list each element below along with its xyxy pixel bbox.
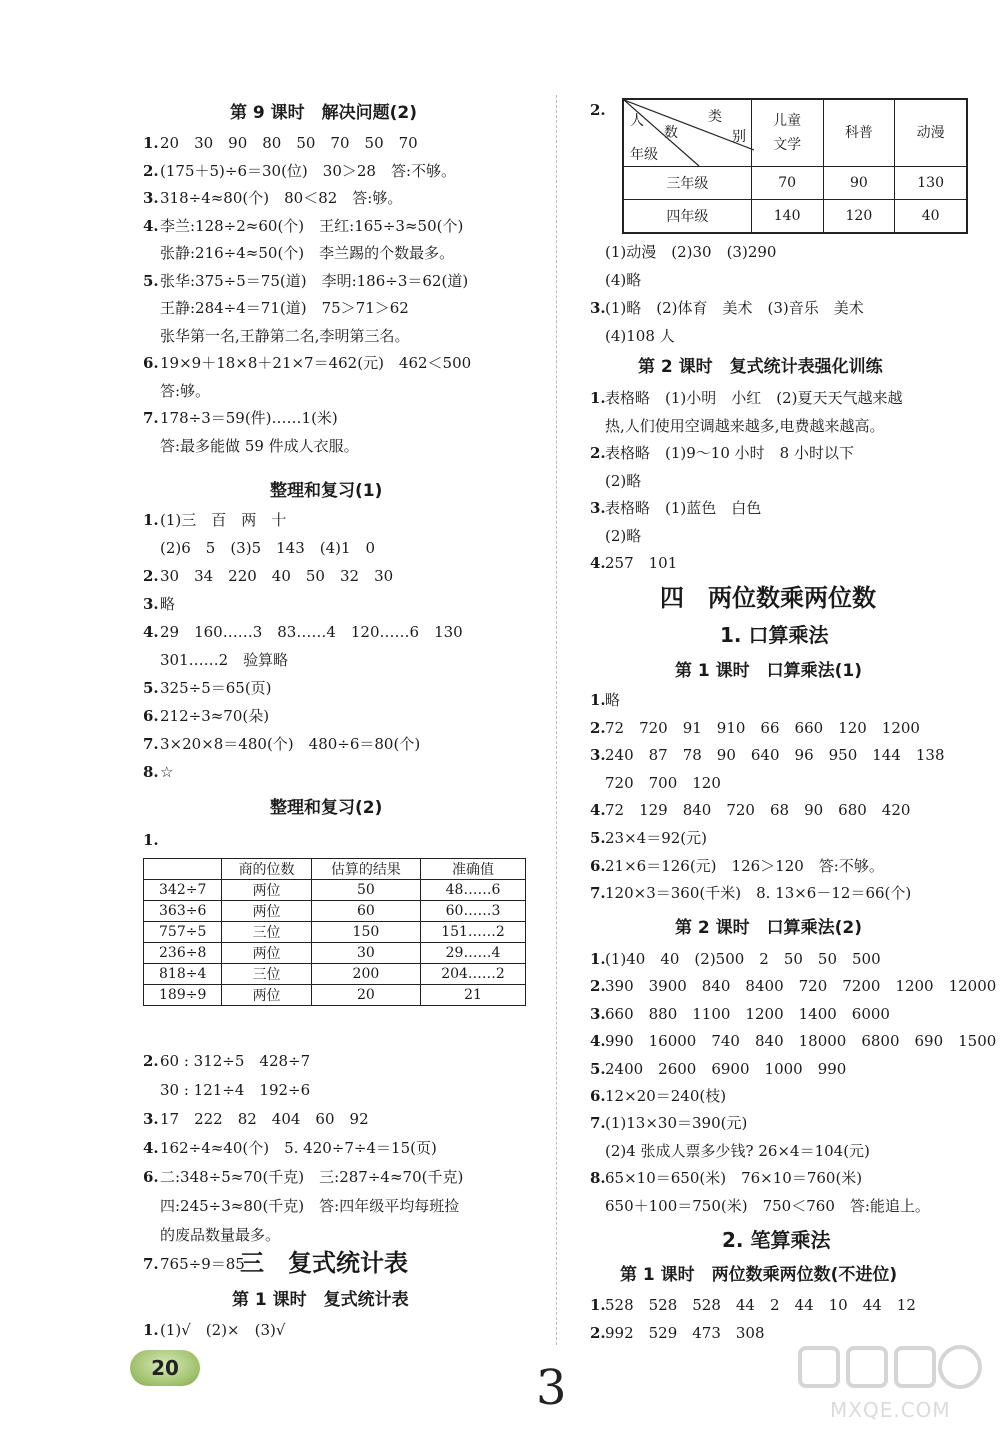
answer-line: (2)6 5 (3)5 143 (4)1 0: [160, 539, 376, 557]
answer-line: 17 222 82 404 60 92: [160, 1110, 369, 1128]
corner-label: 年级: [630, 147, 658, 163]
answer-line: 660 880 1100 1200 1400 6000: [605, 1004, 890, 1023]
answer-number: 1.: [143, 511, 159, 529]
answer-number: 2.: [590, 101, 606, 119]
answer-line: 12×20＝240(枝): [605, 1087, 727, 1105]
answer-line: 表格略 (1)蓝色 白色: [605, 499, 762, 517]
answer-number: 6.: [143, 707, 159, 725]
table-cell: 两位: [222, 901, 311, 922]
answer-number: 8.: [143, 763, 159, 781]
table-cell: 三位: [222, 964, 311, 985]
table-cell: 120: [823, 200, 895, 234]
answer-line: (4)108 人: [605, 327, 675, 345]
table-cell: 140: [751, 200, 823, 234]
answer-line: (2)略: [605, 526, 642, 545]
answer-line: 23×4＝92(元): [605, 829, 707, 847]
table-header-cell: 儿童 文学: [751, 99, 823, 167]
answer-line: 528 528 528 44 2 44 10 44 12: [605, 1296, 916, 1314]
table-cell: 189÷9: [144, 985, 222, 1006]
table-cell: 204……2: [421, 964, 526, 985]
answer-line: 390 3900 840 8400 720 7200 1200 12000: [605, 977, 997, 996]
answer-number: 7.: [143, 1255, 159, 1273]
table-row: [144, 901, 526, 922]
section-title: 第 2 课时 复式统计表强化训练: [638, 357, 883, 377]
corner-label: 别: [732, 129, 746, 145]
table-cell: 四年级: [623, 200, 751, 234]
answer-number: 3.: [143, 189, 159, 207]
answer-number: 3.: [143, 1110, 159, 1128]
page-number-badge: 20: [130, 1350, 200, 1386]
subunit-title: 2. 笔算乘法: [722, 1228, 831, 1252]
table-cell: 两位: [222, 880, 311, 901]
answer-line: 四:245÷3≈80(千克) 答:四年级平均每班捡: [160, 1197, 460, 1215]
table-cell: 两位: [222, 943, 311, 964]
answer-number: 3.: [590, 1004, 606, 1023]
table-row: [144, 943, 526, 964]
answer-line: 热,人们使用空调越来越多,电费越来越高。: [605, 416, 885, 435]
answer-number: 2.: [590, 977, 606, 996]
answer-line: (4)略: [605, 271, 642, 289]
corner-label: 人: [630, 113, 644, 129]
answer-number: 3.: [590, 746, 606, 765]
table-row: [623, 200, 967, 234]
table-cell: 60: [311, 901, 420, 922]
answer-number: 5.: [590, 1059, 606, 1078]
answer-line: (175＋5)÷6＝30(位) 30＞28 答:不够。: [160, 161, 457, 180]
table-cell: 757÷5: [144, 922, 222, 943]
section-title: 第 1 课时 口算乘法(1): [675, 661, 863, 681]
answer-line: 72 129 840 720 68 90 680 420: [605, 801, 911, 820]
table-header-cell: 动漫: [895, 99, 967, 167]
answer-line: (2)4 张成人票多少钱? 26×4＝104(元): [605, 1141, 870, 1160]
answer-number: 3.: [143, 595, 159, 613]
table-header-cell: 商的位数: [222, 859, 311, 880]
answer-line: 162÷4≈40(个) 5. 420÷7÷4＝15(页): [160, 1139, 437, 1157]
answer-number: 2.: [590, 444, 606, 462]
answer-line: 略: [605, 691, 621, 709]
answer-number: 5.: [143, 271, 159, 290]
section-title: 第 2 课时 口算乘法(2): [675, 918, 863, 938]
table-cell: 70: [751, 167, 823, 200]
answer-line: 720 700 120: [605, 773, 721, 792]
table-cell: 200: [311, 964, 420, 985]
table-header-cell: 估算的结果: [311, 859, 420, 880]
section-title: 整理和复习(1): [270, 481, 383, 501]
answer-number: 2.: [143, 161, 159, 180]
table-row: [623, 167, 967, 200]
answer-line: 19×9＋18×8＋21×7＝462(元) 462＜500: [160, 354, 472, 372]
answer-line: (1)动漫 (2)30 (3)290: [605, 243, 777, 261]
column-divider: [556, 95, 557, 1345]
answer-number: 2.: [590, 718, 606, 737]
answer-line: 张华:375÷5＝75(道) 李明:186÷3＝62(道): [160, 271, 469, 290]
answer-line: 3×20×8＝480(个) 480÷6＝80(个): [160, 735, 421, 753]
answer-line: (1)40 40 (2)500 2 50 50 500: [605, 950, 881, 968]
answer-line: 650＋100＝750(米) 750＜760 答:能追上。: [605, 1196, 930, 1215]
estimation-table: [143, 858, 526, 1006]
section-title: 第 1 课时 复式统计表: [232, 1290, 409, 1310]
answer-line: 120×3＝360(千米) 8. 13×6－12＝66(个): [605, 884, 912, 903]
answer-line: 二:348÷5≈70(千克) 三:287÷4≈70(千克): [160, 1168, 464, 1186]
subunit-title: 1. 口算乘法: [720, 623, 829, 647]
answer-line: 240 87 78 90 640 96 950 144 138: [605, 746, 945, 765]
answer-number: 4.: [590, 801, 606, 820]
answer-line: 765÷9＝85: [160, 1255, 245, 1273]
answer-line: 29 160……3 83……4 120……6 130: [160, 623, 463, 641]
table-cell: 818÷4: [144, 964, 222, 985]
watermark-icon: [790, 1340, 990, 1400]
answer-number: 4.: [143, 623, 159, 641]
answer-number: 7.: [590, 1114, 606, 1133]
table-header-cell: [144, 859, 222, 880]
answer-number: 1.: [590, 950, 606, 968]
answer-line: 答:最多能做 59 件成人衣服。: [160, 436, 359, 455]
answer-line: 60 : 312÷5 428÷7: [160, 1052, 311, 1070]
table-row: [144, 922, 526, 943]
answer-line: 的废品数量最多。: [160, 1226, 281, 1244]
answer-number: 5.: [143, 679, 159, 697]
table-cell: 29……4: [421, 943, 526, 964]
table-cell: 30: [311, 943, 420, 964]
answer-number: 2.: [143, 1052, 159, 1070]
table-cell: 40: [895, 200, 967, 234]
answer-number: 7.: [590, 884, 606, 903]
table-cell: 20: [311, 985, 420, 1006]
answer-line: 20 30 90 80 50 70 50 70: [160, 134, 418, 152]
answer-line: (1)13×30＝390(元): [605, 1114, 748, 1133]
answer-number: 4.: [143, 1139, 159, 1157]
answer-line: 21×6＝126(元) 126＞120 答:不够。: [605, 856, 884, 875]
table-cell: 363÷6: [144, 901, 222, 922]
watermark-logo: [790, 1340, 990, 1430]
table-row: [144, 880, 526, 901]
table-cell: 48……6: [421, 880, 526, 901]
answer-number: 6.: [143, 354, 159, 372]
table-cell: 150: [311, 922, 420, 943]
section-title: 第 1 课时 两位数乘两位数(不进位): [620, 1265, 898, 1285]
answer-line: 李兰:128÷2≈60(个) 王红:165÷3≈50(个): [160, 216, 464, 235]
table-cell: 151……2: [421, 922, 526, 943]
table-cell: 三位: [222, 922, 311, 943]
section-title: 第 9 课时 解决问题(2): [230, 103, 418, 123]
answer-line: 212÷3≈70(朵): [160, 707, 270, 725]
answer-line: ☆: [160, 763, 174, 781]
unit-title: 三 复式统计表: [240, 1249, 408, 1277]
answer-number: 2.: [590, 1323, 606, 1342]
answer-line: 表格略 (1)9～10 小时 8 小时以下: [605, 444, 854, 462]
answer-line: 72 720 91 910 66 660 120 1200: [605, 718, 920, 737]
answer-line: (1)略 (2)体育 美术 (3)音乐 美术: [605, 299, 864, 317]
table-cell: 236÷8: [144, 943, 222, 964]
table-cell: 21: [421, 985, 526, 1006]
answer-number: 8.: [590, 1169, 606, 1188]
answer-number: 3.: [590, 299, 606, 317]
answer-number: 4.: [590, 1032, 606, 1051]
table-cell: 130: [895, 167, 967, 200]
table-cell: 两位: [222, 985, 311, 1006]
table-header-cell: 准确值: [421, 859, 526, 880]
answer-line: 30 : 121÷4 192÷6: [160, 1081, 311, 1099]
answer-line: 257 101: [605, 554, 678, 572]
table-cell: 60……3: [421, 901, 526, 922]
answer-line: 表格略 (1)小明 小红 (2)夏天天气越来越: [605, 389, 903, 407]
answer-line: 2400 2600 6900 1000 990: [605, 1059, 847, 1078]
corner-label: 数: [664, 125, 678, 141]
answer-number: 6.: [143, 1168, 159, 1186]
answer-line: 178÷3＝59(件)……1(米): [160, 409, 338, 427]
answer-number: 1.: [590, 389, 606, 407]
answer-line: 答:够。: [160, 381, 211, 400]
answer-number: 1.: [590, 1296, 606, 1314]
answer-line: 王静:284÷4＝71(道) 75＞71＞62: [160, 299, 409, 317]
answer-line: 65×10＝650(米) 76×10＝760(米): [605, 1169, 863, 1188]
answer-number: 4.: [590, 554, 606, 572]
watermark-text: MXQE.COM: [830, 1398, 951, 1422]
table-row: [144, 964, 526, 985]
handwritten-number: 3: [536, 1360, 567, 1416]
answer-number: 2.: [143, 567, 159, 585]
answer-number: 7.: [143, 735, 159, 753]
answer-line: (1)√ (2)× (3)√: [160, 1321, 286, 1339]
table-cell: 三年级: [623, 167, 751, 200]
answer-number: 4.: [143, 216, 159, 235]
answer-line: (1)三 百 两 十: [160, 511, 287, 529]
answer-number: 3.: [590, 499, 606, 517]
section-title: 整理和复习(2): [270, 798, 383, 818]
answer-line: 992 529 473 308: [605, 1323, 765, 1342]
answer-line: 张华第一名,王静第二名,李明第三名。: [160, 326, 410, 345]
answer-number: 1.: [590, 691, 606, 709]
table-cell: 50: [311, 880, 420, 901]
table-corner-cell: [623, 99, 751, 167]
unit-title: 四 两位数乘两位数: [660, 584, 876, 612]
answer-line: 318÷4≈80(个) 80＜82 答:够。: [160, 189, 403, 207]
answer-line: 990 16000 740 840 18000 6800 690 1500: [605, 1032, 997, 1051]
table-header-cell: 科普: [823, 99, 895, 167]
corner-label: 类: [708, 109, 722, 125]
answer-line: 张静:216÷4≈50(个) 李兰踢的个数最多。: [160, 244, 455, 262]
answer-number: 7.: [143, 409, 159, 427]
answer-number: 1.: [143, 831, 159, 849]
answer-line: 30 34 220 40 50 32 30: [160, 567, 394, 585]
table-row: [144, 985, 526, 1006]
answer-line: 301……2 验算略: [160, 651, 289, 669]
answer-number: 6.: [590, 856, 606, 875]
answer-number: 6.: [590, 1087, 606, 1105]
answer-line: 325÷5＝65(页): [160, 679, 272, 697]
table-cell: 90: [823, 167, 895, 200]
composite-stats-table: [622, 98, 968, 234]
answer-number: 5.: [590, 829, 606, 847]
answer-number: 1.: [143, 1321, 159, 1339]
answer-line: (2)略: [605, 471, 642, 490]
table-cell: 342÷7: [144, 880, 222, 901]
answer-number: 1.: [143, 134, 159, 152]
answer-line: 略: [160, 595, 176, 613]
